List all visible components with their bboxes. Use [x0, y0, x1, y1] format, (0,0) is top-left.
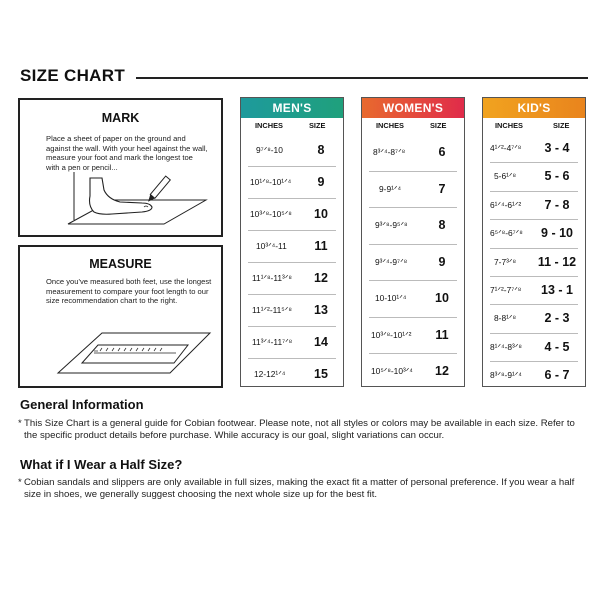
inches-cell: 10⁵ᐟ⁸-10³ᐟ⁴: [371, 366, 413, 376]
size-cell: 10: [435, 291, 449, 305]
inches-cell: 9-9¹ᐟ⁴: [379, 183, 402, 194]
inches-cell: 11¹ᐟ⁸-11³ᐟ⁸: [252, 273, 292, 283]
measure-panel: [18, 245, 223, 388]
table-row: [248, 294, 336, 327]
table-row: [490, 134, 578, 163]
inches-cell: 9³ᐟ⁸-9⁵ᐟ⁸: [375, 220, 408, 230]
table-row: [369, 353, 457, 390]
size-cell: 4 - 5: [544, 339, 570, 354]
size-cell: 3 - 4: [544, 141, 570, 155]
womens-header: WOMEN'S: [362, 98, 464, 118]
size-cell: 8: [317, 143, 325, 157]
footnote-star: *: [18, 477, 22, 488]
table-row: [490, 162, 578, 191]
general-info-text: [18, 418, 590, 441]
inches-cell: 4¹ᐟ²-4⁷ᐟ⁸: [490, 143, 522, 153]
size-cell: 12: [314, 271, 328, 285]
table-row: [369, 244, 457, 282]
inches-cell: 8³ᐟ⁸-9¹ᐟ⁴: [490, 370, 522, 381]
table-row: [248, 166, 336, 199]
womens-size-label: SIZE: [430, 121, 447, 130]
table-row: [490, 276, 578, 305]
inches-cell: 8³ᐟ⁴-8⁷ᐟ⁸: [373, 147, 406, 157]
table-row: [369, 171, 457, 209]
table-row: [369, 207, 457, 245]
size-cell: 14: [314, 335, 328, 349]
mens-inches-label: INCHES: [255, 121, 283, 130]
inches-cell: 8¹ᐟ⁴-8³ᐟ⁸: [490, 341, 522, 352]
size-cell: 15: [314, 367, 328, 381]
measure-text: Once you've measured both feet, use the longest measurement to compare your foot length to our size recommendation chart to the right.: [46, 277, 212, 306]
mens-size-table: [240, 97, 344, 387]
paper-with-ruler-icon: [54, 327, 214, 379]
half-size-heading: What if I Wear a Half Size?: [20, 457, 183, 472]
table-row: [248, 262, 336, 295]
size-cell: 2 - 3: [544, 311, 570, 326]
womens-column-headers: [362, 118, 464, 130]
size-cell: 11 - 12: [537, 254, 577, 269]
womens-size-table: [361, 97, 465, 387]
size-cell: 9: [317, 175, 325, 189]
mark-text: Place a sheet of paper on the ground and against the wall. With your heel against the wall, measure your foot and mark the longest toe with a pen or pencil...: [46, 134, 208, 172]
size-cell: 6: [438, 145, 446, 159]
table-row: [248, 198, 336, 231]
inches-cell: 11³ᐟ⁴-11⁷ᐟ⁸: [252, 337, 293, 347]
size-cell: 11: [435, 327, 449, 342]
mens-size-label: SIZE: [309, 121, 326, 130]
inches-cell: 7-7³ᐟ⁸: [494, 256, 516, 267]
kids-inches-label: INCHES: [495, 121, 523, 130]
size-cell: 8: [438, 218, 446, 232]
table-row: [490, 191, 578, 220]
size-cell: 9 - 10: [541, 226, 573, 241]
mark-panel: [18, 98, 223, 237]
table-row: [490, 333, 578, 362]
inches-cell: 10-10¹ᐟ⁴: [375, 293, 407, 303]
table-row: [369, 280, 457, 318]
inches-cell: 10³ᐟ⁸-10¹ᐟ²: [371, 329, 412, 340]
inches-cell: 12-12¹ᐟ⁴: [254, 369, 286, 379]
size-cell: 5 - 6: [544, 169, 570, 184]
inches-cell: 10³ᐟ⁸-10⁵ᐟ⁸: [250, 209, 292, 219]
inches-cell: 8-8¹ᐟ⁸: [494, 313, 516, 324]
kids-column-headers: [483, 118, 585, 130]
mens-header: MEN'S: [241, 98, 343, 118]
general-info-body: This Size Chart is a general guide for Cobian footwear. Please note, not all styles or colors may be available in each size. Refer to the specific product details before purchase. While accuracy is our goal, slight variations can occur.: [24, 418, 575, 441]
kids-size-label: SIZE: [553, 121, 570, 130]
kids-header: KID'S: [483, 98, 585, 118]
size-cell: 7 - 8: [544, 197, 570, 212]
inches-cell: 9⁷ᐟ⁸-10: [256, 145, 283, 155]
womens-rows: [369, 134, 457, 380]
table-row: [248, 230, 336, 263]
kids-rows: [490, 134, 578, 383]
mens-column-headers: [241, 118, 343, 130]
mens-rows: [248, 134, 336, 380]
table-row: [369, 134, 457, 172]
size-cell: 12: [435, 364, 449, 378]
size-cell: 9: [438, 254, 446, 269]
size-cell: 11: [314, 239, 328, 253]
table-row: [248, 326, 336, 359]
footnote-star: *: [18, 418, 22, 429]
inches-cell: 9³ᐟ⁴-9⁷ᐟ⁸: [375, 256, 408, 267]
inches-cell: 10³ᐟ⁴-11: [256, 241, 287, 251]
inches-cell: 6¹ᐟ⁴-6¹ᐟ²: [490, 199, 522, 210]
general-info-heading: General Information: [20, 397, 144, 412]
inches-cell: 7¹ᐟ²-7⁷ᐟ⁸: [490, 285, 522, 295]
inches-cell: 10¹ᐟ⁸-10¹ᐟ⁴: [250, 177, 292, 187]
table-row: [248, 358, 336, 390]
table-row: [369, 317, 457, 355]
mark-heading: MARK: [101, 111, 140, 125]
size-cell: 13: [314, 303, 328, 317]
title-divider: [136, 77, 588, 79]
table-row: [490, 248, 578, 277]
table-row: [490, 219, 578, 248]
foot-on-paper-with-pencil-icon: [60, 168, 210, 230]
kids-size-table: [482, 97, 586, 387]
inches-cell: 6⁵ᐟ⁸-6⁷ᐟ⁸: [490, 228, 523, 239]
half-size-body: Cobian sandals and slippers are only available in full sizes, making the exact fit a matter of personal preference. If you wear a half size in shoes, we generally suggest choosing the next whole size up for the best fit.: [24, 477, 575, 500]
table-row: [248, 134, 336, 167]
table-row: [490, 304, 578, 333]
table-row: [490, 361, 578, 389]
size-cell: 13 - 1: [541, 283, 573, 297]
womens-inches-label: INCHES: [376, 121, 404, 130]
size-cell: 7: [438, 181, 446, 196]
inches-cell: 5-6¹ᐟ⁸: [494, 171, 516, 182]
size-cell: 10: [314, 207, 328, 221]
page-title: SIZE CHART: [20, 66, 125, 85]
measure-heading: MEASURE: [89, 257, 152, 271]
size-cell: 6 - 7: [544, 368, 570, 383]
inches-cell: 11¹ᐟ²-11⁵ᐟ⁸: [252, 305, 292, 315]
half-size-text: [18, 477, 590, 500]
